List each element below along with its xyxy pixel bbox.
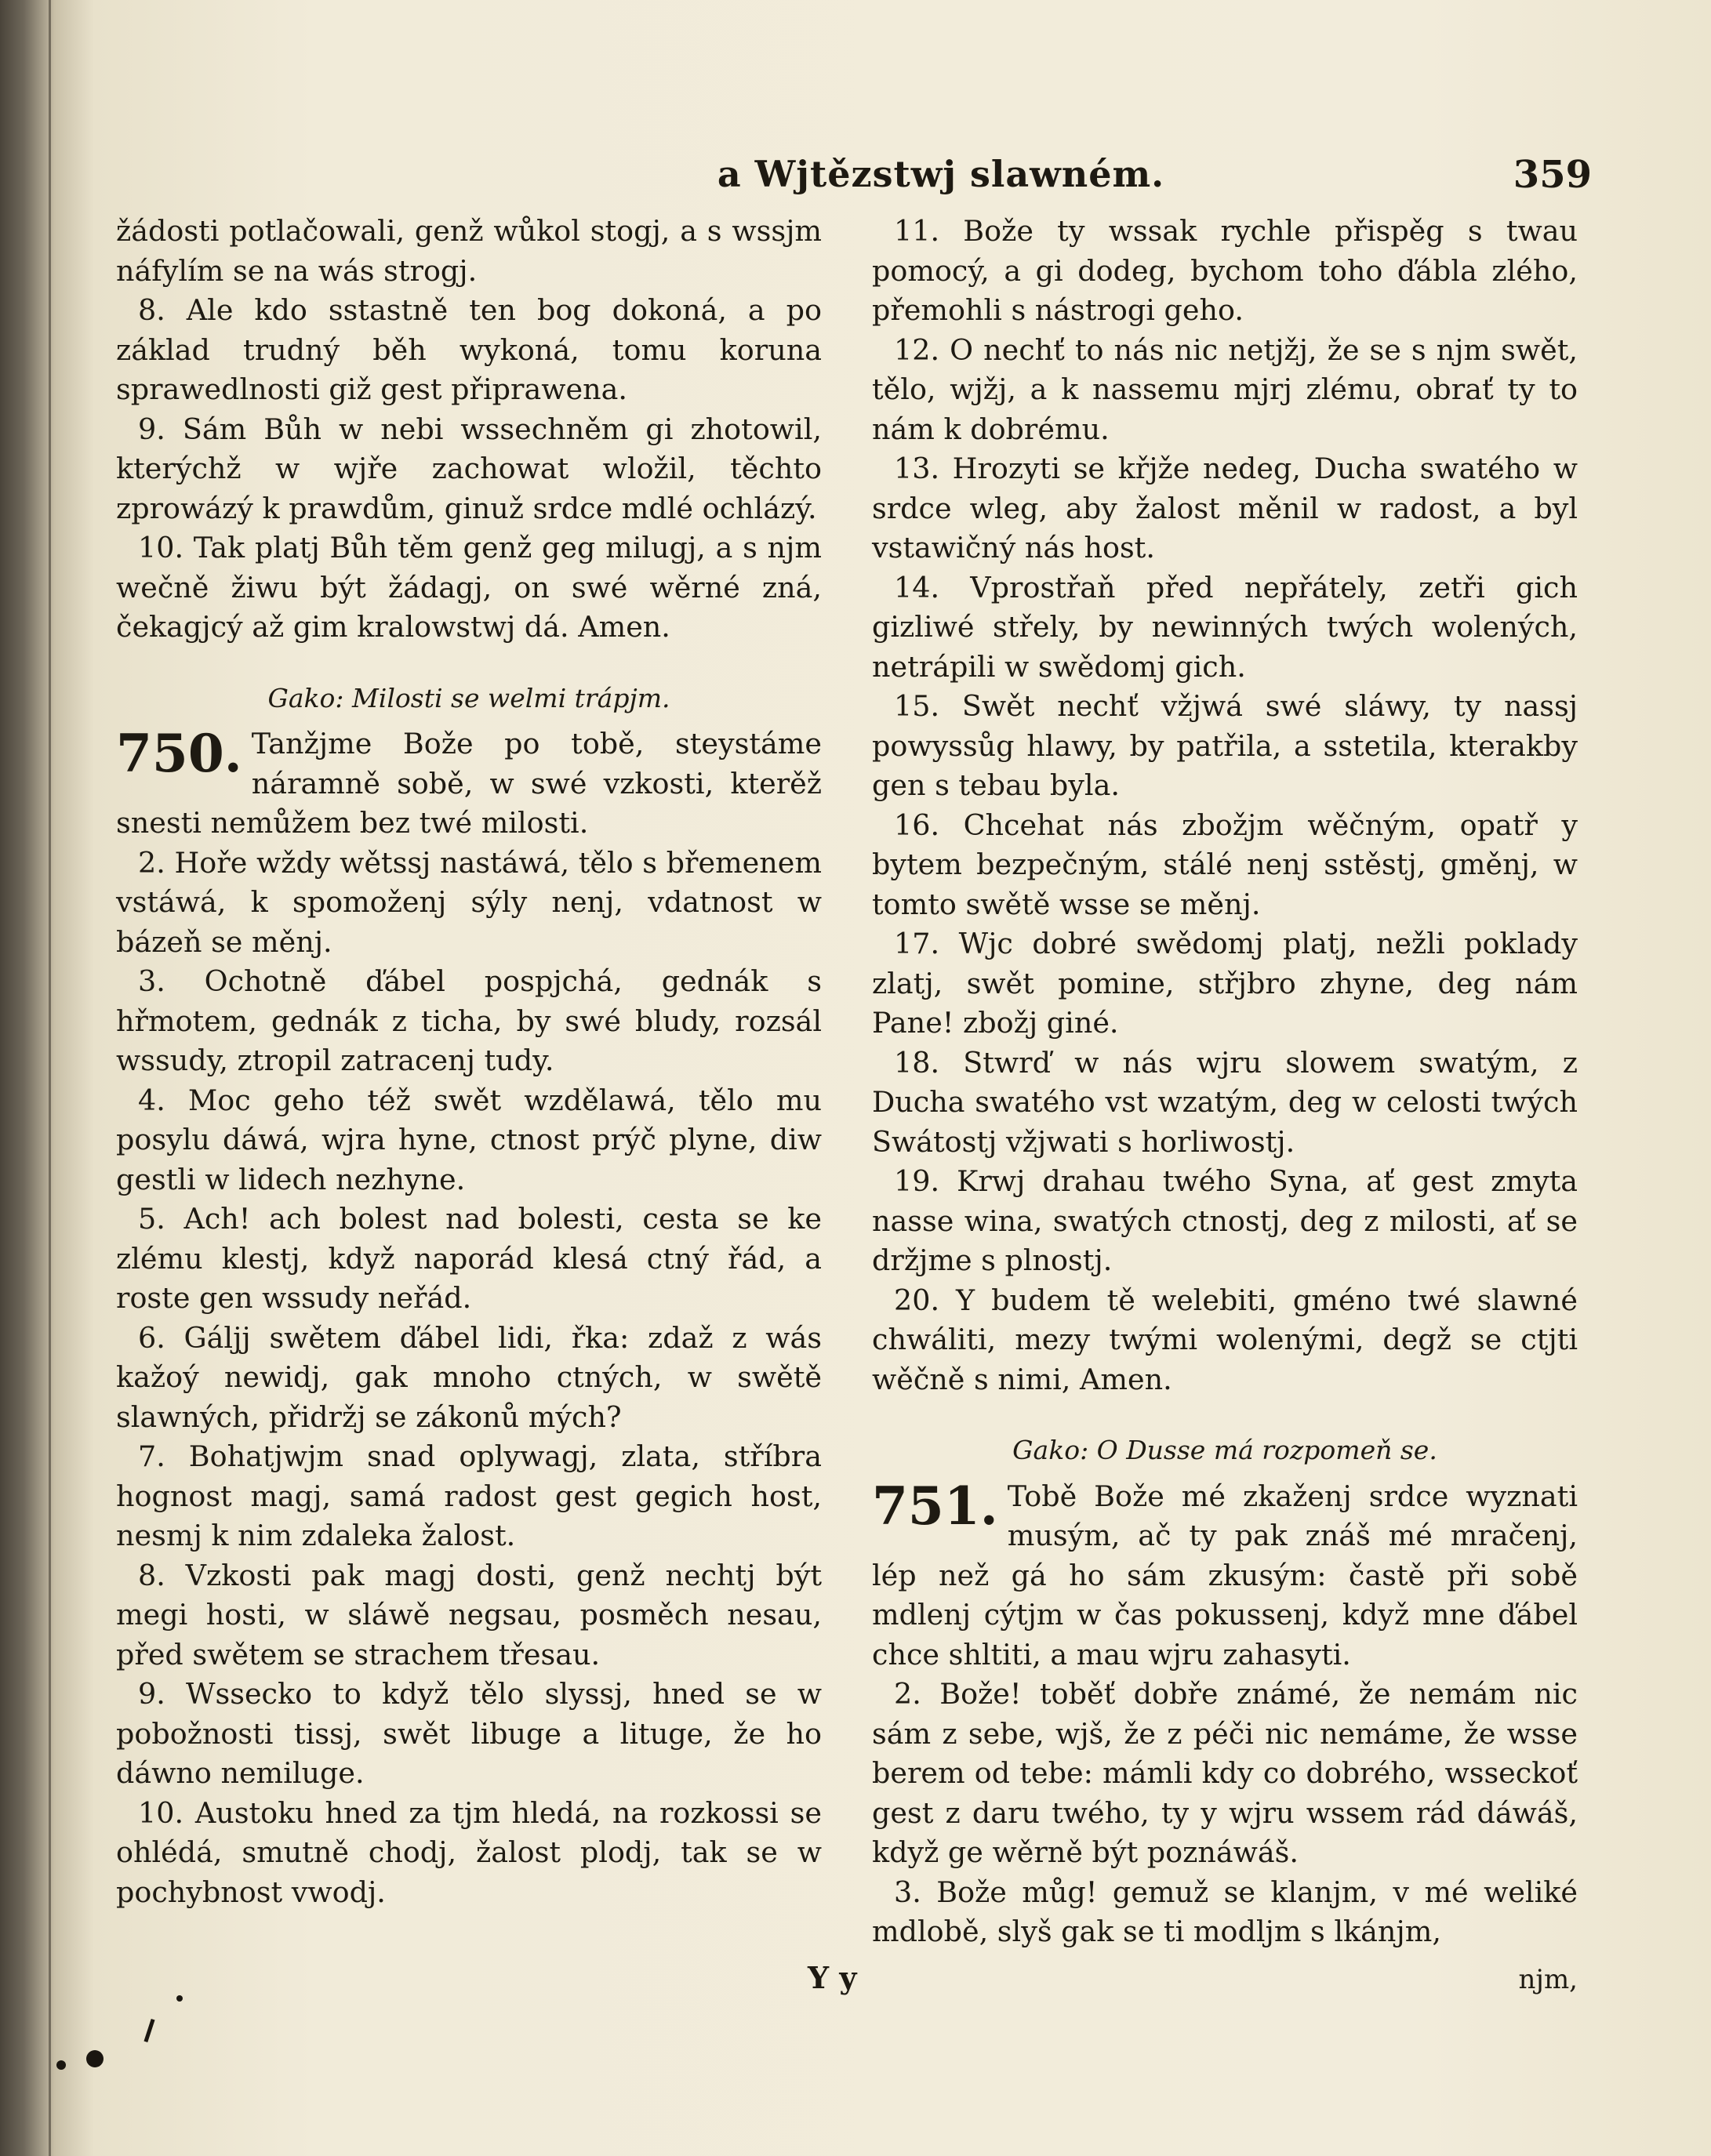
verse: Tobě Bože mé zkaženj srdce wyznati musým, ač ty pak znáš mé mračenj, lép než gá ho sám zkusým: častě při sobě mdlenj cýtjm w čas pokussenj, když mne ďábel chce shltiti, a mau wjru zahasyti. (872, 1479, 1578, 1671)
verse: 13. Hrozyti se křjže nedeg, Ducha swatého w srdce wleg, aby žalost měnil w radost, a byl vstawičný nás host. (872, 452, 1578, 564)
verse: 10. Tak platj Bůh těm genž geg milugj, a s njm wečně žiwu být žádagj, on swé wěrné zná, čekagjcý až gim kralowstwj dá. Amen. (116, 531, 822, 644)
verse: 12. O nechť to nás nic netjžj, že se s njm swět, tělo, wjžj, a k nassemu mjrj zlému, obrať ty to nám k dobrému. (872, 332, 1578, 446)
verse: Tanžjme Bože po tobě, steystáme náramně sobě, w swé vzkosti, kterěž snesti nemůžem bez twé milosti. (116, 727, 822, 840)
verse: 14. Vprostřaň před nepřátely, zetři gich gizliwé střely, by newinných twých wolených, netrápili w swědomj gich. (872, 570, 1578, 684)
verse: 3. Bože můg! gemuž se klanjm, v mé weliké mdlobě, slyš gak se ti modljm s lkánjm, (872, 1875, 1578, 1948)
binding-gutter (49, 0, 51, 2156)
verse: 20. Y budem tě welebiti, gméno twé slawné chwáliti, mezy twými wolenými, degž se ctjti wěčně s nimi, Amen. (872, 1283, 1578, 1396)
verse: 6. Gáljj swětem ďábel lidi, řka: zdaž z wás kažoý newidj, gak mnoho ctných, w swětě slawných, přidržj se zákonů mých? (116, 1320, 822, 1434)
running-head (118, 153, 1592, 208)
hymn-tune-line: Gako: O Dusse má rozpomeň se. (1012, 1435, 1437, 1465)
verse: 4. Moc geho též swět wzdělawá, tělo mu posylu dáwá, wjra hyne, ctnost prýč plyne, diw gestli w lidech nezhyne. (116, 1083, 822, 1196)
hymn-number: 750. (116, 723, 242, 784)
catchword: Y y (808, 1960, 857, 1995)
ink-spot (176, 1995, 183, 2002)
hymn-start (116, 724, 822, 844)
verse: 2. Bože! toběť dobře známé, že nemám nic sám z sebe, wjš, že z péči nic nemáme, že wsse berem od tebe: mámli kdy co dobrého, wsseckoť gest z daru twého, ty y wjru wssem rád dáwáš, když ge wěrně být poznáwáš. (872, 1677, 1578, 1869)
verse: 18. Stwrď w nás wjru slowem swatým, z Ducha swatého vst wzatým, deg w celosti twých Swátostj vžjwati s horliwostj. (872, 1045, 1578, 1159)
verse: 5. Ach! ach bolest nad bolesti, cesta se ke zlému klestj, když naporád klesá ctný řád, a roste gen wssudy neřád. (116, 1202, 822, 1315)
hymn-number: 751. (872, 1475, 998, 1537)
verse: 15. Swět nechť vžjwá swé sláwy, ty nassj powyssůg hlawy, by patřila, a sstetila, kterakby gen s tebau byla. (872, 689, 1578, 802)
verse: 9. Sám Bůh w nebi wssechněm gi zhotowil, kterýchž w wjře zachowat wložil, těchto zprowázý k prawdům, ginuž srdce mdlé ochlázý. (116, 412, 822, 525)
running-title: a Wjtězstwj slawném. (717, 153, 1165, 195)
verse: 8. Vzkosti pak magj dosti, genž nechtj být megi hosti, w sláwě negsau, posměch nesau, před swětem se strachem třesau. (116, 1558, 822, 1671)
verse: 7. Bohatjwjm snad oplywagj, zlata, stříbra hognost magj, samá radost gest gegich host, nesmj k nim zdaleka žalost. (116, 1439, 822, 1552)
ink-spot (56, 2060, 66, 2070)
hymn-start (872, 1477, 1578, 1675)
verse: 9. Wssecko to když tělo slyssj, hned se w pobožnosti tissj, swět libuge a lituge, že ho dáwno nemiluge. (116, 1677, 822, 1790)
verse: 19. Krwj drahau twého Syna, ať gest zmyta nasse wina, swatých ctnostj, deg z milosti, ať se držjme s plnostj. (872, 1164, 1578, 1277)
left-column (116, 212, 822, 1912)
ink-spot (86, 2050, 104, 2067)
verse: žádosti potlačowali, genž wůkol stogj, a s wssjm náfylím se na wás strogj. (116, 214, 822, 288)
right-column (872, 212, 1578, 1952)
verse: 16. Chcehat nás zbožjm wěčným, opatř y bytem bezpečným, stálé nenj sstěstj, gměnj, w tomto swětě wsse se měnj. (872, 808, 1578, 921)
page-number: 359 (1513, 153, 1592, 197)
verse: 3. Ochotně ďábel pospjchá, gednák s hřmotem, gednák z ticha, by swé bludy, rozsál wssudy, ztropil zatracenj tudy. (116, 964, 822, 1077)
verse: 17. Wjc dobré swědomj platj, nežli poklady zlatj, swět pomine, střjbro zhyne, deg nám Pane! zbožj giné. (872, 927, 1578, 1040)
verse: 10. Austoku hned za tjm hledá, na rozkossi se ohlédá, smutně chodj, žalost plodj, tak se w pochybnost vwodj. (116, 1795, 822, 1909)
last-word: njm, (1518, 1964, 1578, 1995)
verse: 8. Ale kdo sstastně ten bog dokoná, a po základ trudný běh wykoná, tomu koruna sprawedlnosti giž gest připrawena. (116, 293, 822, 406)
hymn-tune-line: Gako: Milosti se welmi trápjm. (267, 682, 670, 713)
verse: 2. Hoře wždy wětssj nastáwá, tělo s břemenem vstáwá, k spomoženj sýly nenj, vdatnost w bázeň se měnj. (116, 845, 822, 959)
verse: 11. Bože ty wssak rychle přispěg s twau pomocý, a gi dodeg, bychom toho ďábla zlého, přemohli s nástrogi geho. (872, 214, 1578, 327)
